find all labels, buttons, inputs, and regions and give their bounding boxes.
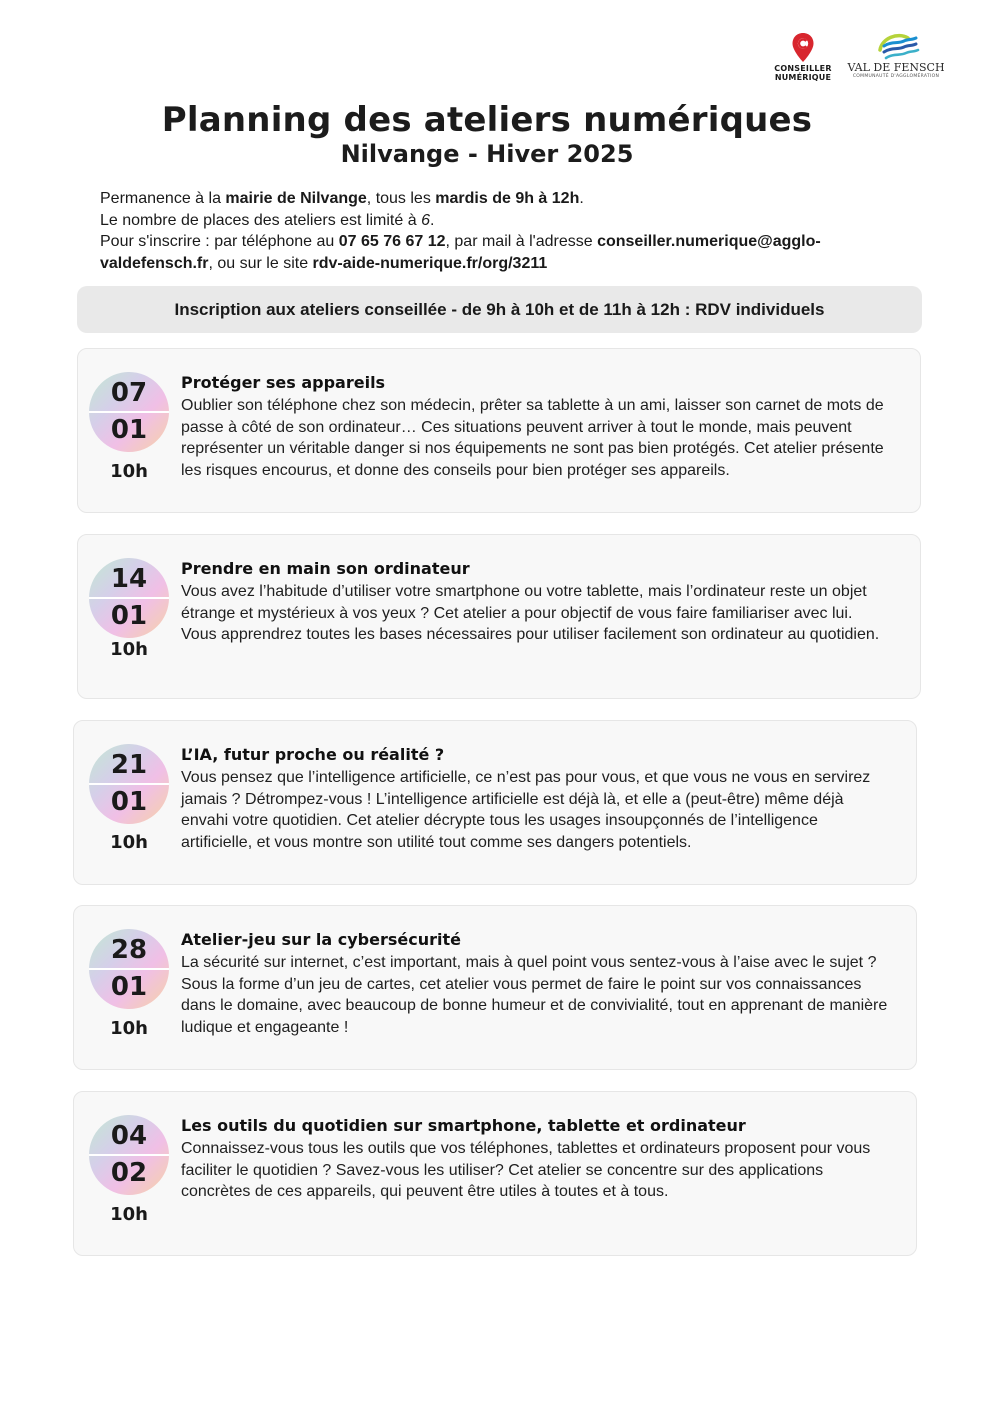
date-badge [89,929,169,1009]
workshop-description: Oublier son téléphone chez son médecin, prêter sa tablette à un ami, laisser son carnet de mots de passe à côté de son ordinateur… Ces situations peuvent arriver à tout le monde, mais peuvent représenter un véritable danger si nos équipements ne sont pas bien protégés. Cet atelier présente les risques encourus, et donne des conseils pour bien protéger ses appareils. [181,397,884,479]
inscription-banner: Inscription aux ateliers conseillée - de 9h à 10h et de 11h à 12h : RDV individuels [77,286,922,333]
val-de-fensch-subtitle: COMMUNAUTÉ D'AGGLOMÉRATION [852,74,940,79]
workshop-hour: 10h [110,832,148,853]
date-month: 01 [110,601,148,631]
location-pin-icon [791,32,815,64]
date-badge [89,1115,169,1195]
waves-icon [868,32,924,62]
workshop-description: La sécurité sur internet, c’est important, mais à quel point vous sentez-vous à l’aise avec le sujet ? Sous la forme d’un jeu de cartes, cet atelier vous permet de faire le point sur vos connaissances dans le domaine, avec beaucoup de bonne humeur et de convivialité, tout en apprenant de manière ludique et engageante ! [181,954,888,1036]
workshop-title: Protéger ses appareils [181,373,386,392]
workshop-card [73,1091,917,1256]
email-address[interactable]: conseiller.numerique@agglo-valdefensch.fr [100,233,821,272]
date-month: 01 [110,415,148,445]
val-de-fensch-name: VAL DE FENSCH [847,61,945,74]
page-title: Planning des ateliers numériques [161,100,813,140]
date-day: 07 [110,378,148,408]
workshop-title: Prendre en main son ordinateur [181,559,470,578]
conseiller-logo-line1: CONSEILLER [774,64,832,73]
workshop-card [77,534,921,699]
workshop-card [77,348,921,513]
date-month: 01 [110,972,148,1002]
page-subtitle: Nilvange - Hiver 2025 [340,140,634,168]
workshop-hour: 10h [110,1204,148,1225]
conseiller-numerique-logo [770,32,836,90]
workshop-hour: 10h [110,639,148,660]
workshop-title: Les outils du quotidien sur smartphone, tablette et ordinateur [181,1116,746,1135]
date-day: 21 [110,750,148,780]
intro-line-places: Le nombre de places des ateliers est limité à 6. [100,211,435,229]
workshop-hour: 10h [110,461,148,482]
logos [770,32,950,90]
val-de-fensch-logo [846,32,946,90]
date-day: 14 [110,564,148,594]
workshop-card [73,720,917,885]
date-month: 02 [110,1158,148,1188]
conseiller-logo-line2: NUMÉRIQUE [774,73,832,82]
workshop-description: Vous avez l’habitude d’utiliser votre smartphone ou votre tablette, mais l’ordinateur reste un objet étrange et mystérieux à vos yeux ? Cet atelier a pour objectif de vous faire familiariser avec lui. Vous apprendrez toutes les bases nécessaires pour utiliser facilement son ordinateur au quotidien. [181,583,880,643]
booking-website[interactable]: rdv-aide-numerique.fr/org/3211 [312,254,548,272]
date-badge [89,558,169,638]
intro-text [100,188,880,274]
workshop-card [73,905,917,1070]
workshop-hour: 10h [110,1018,148,1039]
date-badge [89,372,169,452]
date-day: 28 [110,935,148,965]
date-badge [89,744,169,824]
workshop-description: Vous pensez que l’intelligence artificielle, ce n’est pas pour vous, et que vous ne vous en servirez jamais ? Détrompez-vous ! L’intelligence artificielle est déjà là, et elle a (peut-être) même déjà envahi votre quotidien. Cet atelier décrypte tous les usages insoupçonnés de l’intelligence artificielle, et vous montre son utilité tout comme ses dangers potentiels. [181,769,871,851]
date-month: 01 [110,787,148,817]
date-day: 04 [110,1121,148,1151]
workshop-title: L’IA, futur proche ou réalité ? [181,745,445,764]
intro-line-inscription: Pour s'inscrire : par téléphone au 07 65 76 67 12, par mail à l'adresse conseiller.numerique@agglo-valdefensch.fr, ou sur le site rdv-aide-numerique.fr/org/3211 [100,233,821,272]
workshop-title: Atelier-jeu sur la cybersécurité [181,930,461,949]
workshop-description: Connaissez-vous tous les outils que vos téléphones, tablettes et ordinateurs proposent pour vous faciliter le quotidien ? Savez-vous les utiliser? Cet atelier se concentre sur des applications concrètes de ces appareils, qui peuvent être utiles à toutes et à tous. [181,1140,871,1200]
intro-line-permanence: Permanence à la mairie de Nilvange, tous les mardis de 9h à 12h. [100,190,584,207]
phone-number[interactable]: 07 65 76 67 12 [338,233,446,250]
